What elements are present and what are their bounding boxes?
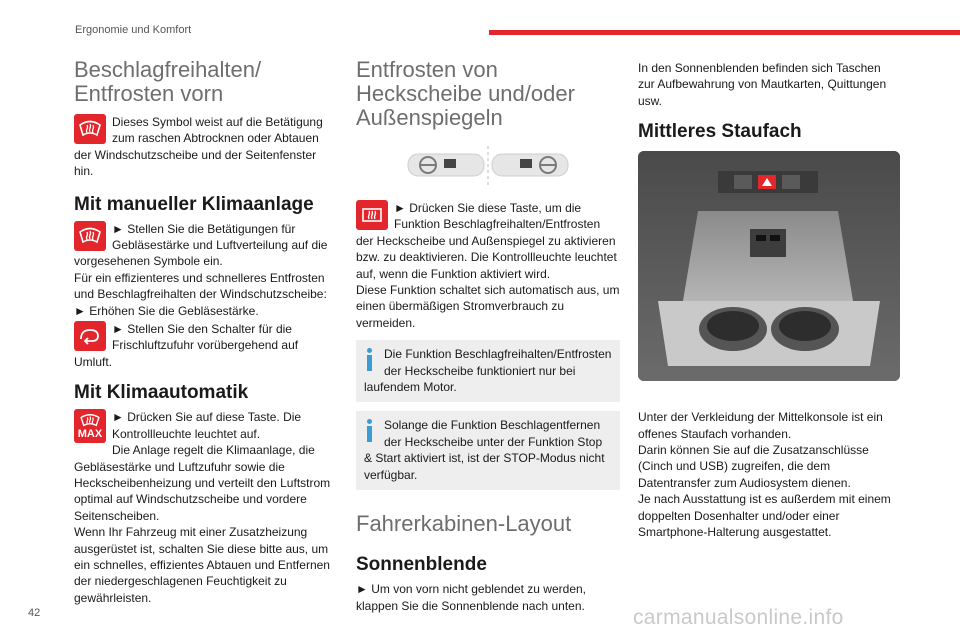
sun-visor-pockets-text: In den Sonnenblenden befinden sich Taschen zur Aufbewahrung von Mautkarten, Quittungen usw. [638, 61, 887, 108]
section-header: Ergonomie und Komfort [75, 24, 192, 36]
info-box-stop-start [356, 411, 620, 490]
info-icon [364, 346, 376, 372]
mirror-illustration [356, 146, 620, 186]
manual-ac-heading: Mit manueller Klimaanlage [74, 193, 314, 215]
auto-step-1: ► Drücken Sie auf diese Taste. Die Kontrollleuchte leuchtet auf. [112, 410, 302, 441]
max-label: MAX [77, 427, 103, 440]
front-defrost-title: Beschlagfreihalten/ Entfrosten vorn [74, 57, 262, 106]
center-storage-heading: Mittleres Staufach [638, 121, 802, 143]
windscreen-defrost-icon [74, 221, 106, 251]
manual-step-3: ► Erhöhen Sie die Gebläsestärke. [74, 303, 259, 318]
info-icon [364, 417, 376, 443]
front-defrost-intro: Dieses Symbol weist auf die Betätigung zum raschen Abtrocknen oder Abtauen der Windschutzscheibe und der Seitenfenster hin. [74, 115, 323, 179]
storage-text-3: Je nach Ausstattung ist es außerdem mit einem doppelten Dosenhalter und/oder einer Smartphone-Halterung ausgestattet. [638, 492, 891, 540]
rear-window-defrost-icon [356, 200, 388, 230]
center-console-image [638, 151, 900, 381]
rear-defrost-title: Entfrosten von Heckscheibe und/oder Außenspiegeln [356, 57, 575, 130]
air-recirculation-icon [74, 321, 106, 351]
page-number: 42 [28, 607, 41, 619]
storage-text-1: Unter der Verkleidung der Mittelkonsole ist ein offenes Staufach vorhanden. [638, 410, 883, 441]
mirror-icons-image [356, 146, 620, 186]
windscreen-defrost-icon [74, 114, 106, 144]
rear-defrost-step: ► Drücken Sie diese Taste, um die Funktion Beschlagfreihalten/Entfrosten der Heckscheibe und Außenspiegel zu aktivieren bzw. zu deaktivieren. Die Kontrollleuchte leuchtet auf, wenn die Funktion aktiviert wird. [356, 201, 617, 281]
info-text-stop-start: Solange die Funktion Beschlagentfernen der Heckscheibe unter der Funktion Stop & Start aktiviert ist, ist der STOP-Modus nicht verfügbar. [364, 418, 605, 482]
auto-text-3: Wenn Ihr Fahrzeug mit einer Zusatzheizung ausgerüstet ist, schalten Sie diese bitte aus, um ein schnelles, effizientes Abtauen und Entfernen der niedergeschlagenen Feuchtigkeit zu gewährleisten. [74, 525, 330, 605]
manual-step-4: ► Stellen Sie den Schalter für die Frischluftzufuhr vorübergehend auf Umluft. [74, 322, 299, 369]
sun-visor-text: ► Um von vorn nicht geblendet zu werden, klappen Sie die Sonnenblende nach unten. [356, 582, 586, 613]
watermark: carmanualsonline.info [633, 606, 844, 629]
max-defrost-icon [74, 409, 106, 443]
auto-ac-heading: Mit Klimaautomatik [74, 382, 249, 404]
header-accent-bar [489, 30, 960, 35]
column-right [638, 60, 900, 540]
rear-defrost-auto-off: Diese Funktion schaltet sich automatisch aus, um einen übermäßigen Stromverbrauch zu vermeiden. [356, 283, 620, 330]
manual-step-1: ► Stellen Sie die Betätigungen für Gebläsestärke und Luftverteilung auf die vorgesehenen Symbole ein. [74, 221, 328, 269]
storage-text-2: Darin können Sie auf die Zusatzanschlüsse (Cinch und USB) zugreifen, die dem Datentransfer zum Audiosystem dienen. [638, 443, 869, 490]
manual-text-2: Für ein effizienteres und schnelleres Entfrosten und Beschlagfreihalten der Windschutzscheibe: [74, 270, 327, 302]
auto-text-2: Die Anlage regelt die Klimaanlage, die Gebläsestärke und Luftzufuhr sowie die Heckscheibenheizung und verteilt den Luftstrom optimal auf Windschutzscheibe und vordere Seitenscheiben. [74, 443, 331, 523]
cabin-layout-title: Fahrerkabinen-Layout [356, 511, 572, 537]
info-box-engine [356, 340, 620, 402]
sun-visor-heading: Sonnenblende [356, 554, 487, 576]
info-text-engine: Die Funktion Beschlagfreihalten/Entfrosten der Heckscheibe funktioniert nur bei laufendem Motor. [364, 347, 612, 395]
column-left [74, 58, 336, 606]
column-middle [356, 58, 620, 614]
